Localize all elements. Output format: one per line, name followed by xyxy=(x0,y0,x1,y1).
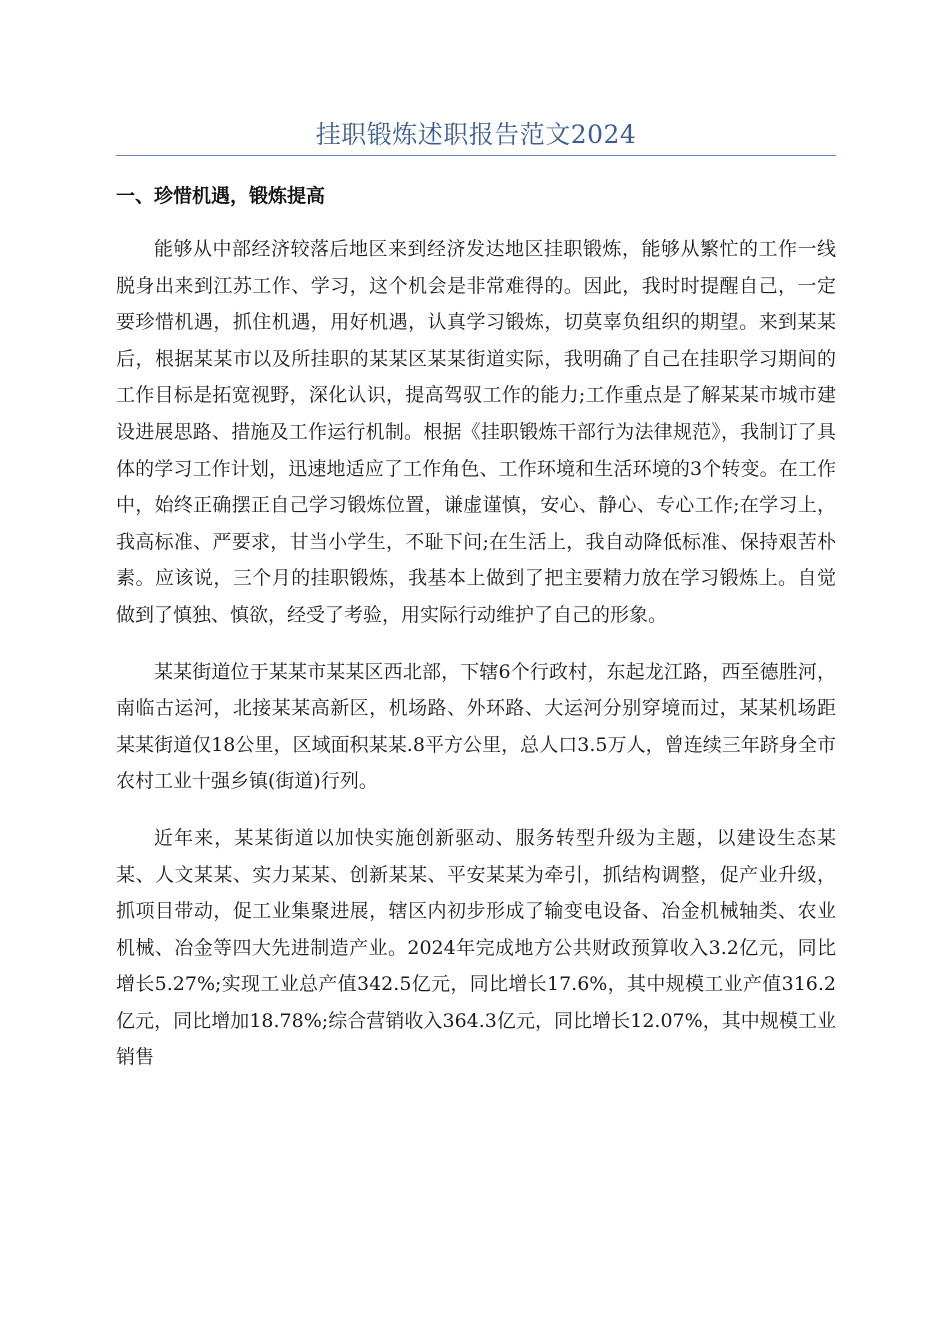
section-heading: 一、珍惜机遇，锻炼提高 xyxy=(116,185,326,207)
document-title: 挂职锻炼述职报告范文2024 xyxy=(315,120,637,149)
title-underline xyxy=(116,155,836,156)
body-paragraph: 能够从中部经济较落后地区来到经济发达地区挂职锻炼，能够从繁忙的工作一线脱身出来到江苏工作、学习，这个机会是非常难得的。因此，我时时提醒自己，一定要珍惜机遇，抓住机遇，用好机遇，认真学习锻炼，切莫辜负组织的期望。来到某某后，根据某某市以及所挂职的某某区某某街道实际，我明确了自己在挂职学习期间的工作目标是拓宽视野，深化认识，提高驾驭工作的能力;工作重点是了解某某市城市建设进展思路、措施及工作运行机制。根据《挂职锻炼干部行为法律规范》，我制订了具体的学习工作计划，迅速地适应了工作角色、工作环境和生活环境的3个转变。在工作中，始终正确摆正自己学习锻炼位置，谦虚谨慎，安心、静心、专心工作;在学习上，我高标准、严要求，甘当小学生，不耻下问;在生活上，我自动降低标准、保持艰苦朴素。应该说，三个月的挂职锻炼，我基本上做到了把主要精力放在学习锻炼上。自觉做到了慎独、慎欲，经受了考验，用实际行动维护了自己的形象。 xyxy=(116,238,836,626)
document-page xyxy=(116,0,836,1076)
body-paragraph: 某某街道位于某某市某某区西北部，下辖6个行政村，东起龙江路，西至德胜河，南临古运河，北接某某高新区，机场路、外环路、大运河分别穿境而过，某某机场距某某街道仅18公里，区域面积某某.8平方公里，总人口3.5万人，曾连续三年跻身全市农村工业十强乡镇(街道)行列。 xyxy=(116,660,836,793)
body-paragraph: 近年来，某某街道以加快实施创新驱动、服务转型升级为主题，以建设生态某某、人文某某、实力某某、创新某某、平安某某为牵引，抓结构调整，促产业升级，抓项目带动，促工业集聚进展，辖区内初步形成了输变电设备、冶金机械轴类、农业机械、冶金等四大先进制造产业。2024年完成地方公共财政预算收入3.2亿元，同比增长5.27%;实现工业总产值342.5亿元，同比增长17.6%，其中规模工业产值316.2亿元，同比增加18.78%;综合营销收入364.3亿元，同比增长12.07%，其中规模工业销售 xyxy=(116,826,836,1069)
